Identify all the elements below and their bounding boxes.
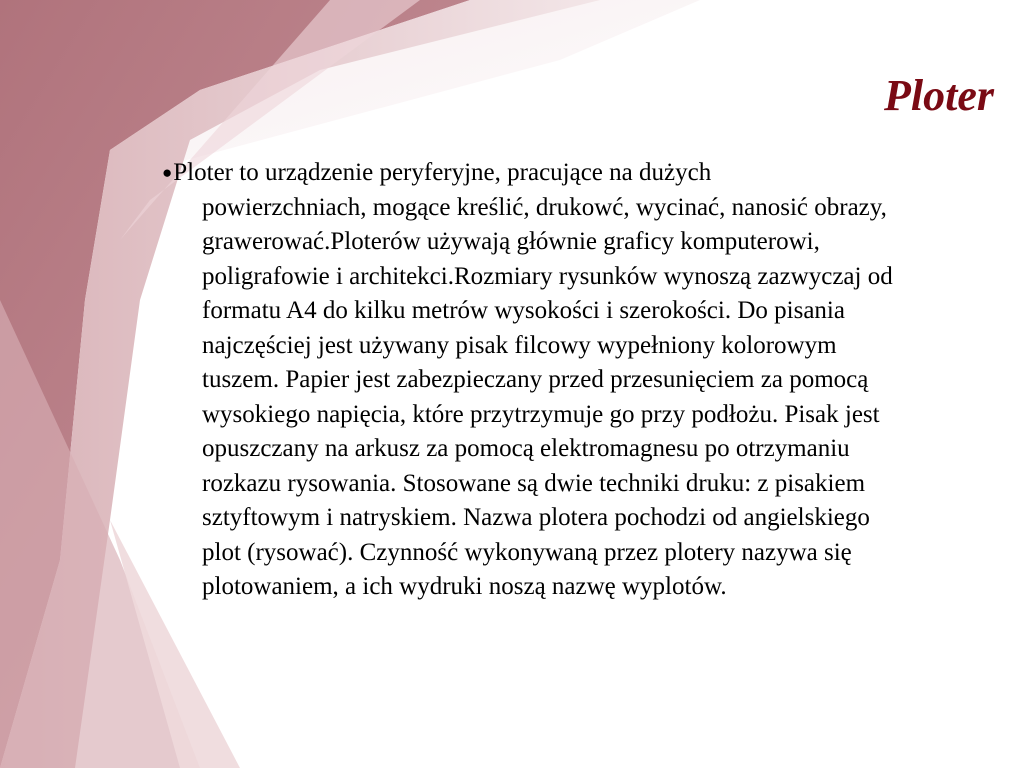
slide-body-text — [162, 156, 982, 605]
bullet-icon: ● — [162, 163, 173, 182]
paragraph-line: wysokiego napięcia, które przytrzymuje go przy podłożu. Pisak jest — [202, 400, 880, 428]
paragraph-line: plotowaniem, a ich wydruki noszą nazwę wyplotów. — [202, 573, 727, 600]
paragraph-line: plot (rysować). Czynność wykonywaną przez plotery nazywa się — [202, 538, 852, 566]
paragraph-line: najczęściej jest używany pisak filcowy wypełniony kolorowym — [202, 331, 837, 359]
paragraph-line: poligrafowie i architekci.Rozmiary rysunków wynoszą zazwyczaj od — [202, 262, 893, 290]
slide-title: Ploter — [884, 71, 994, 120]
paragraph-line: grawerować.Ploterów używają głównie graficy komputerowi, — [202, 228, 820, 255]
paragraph-line: rozkazu rysowania. Stosowane są dwie techniki druku: z pisakiem — [202, 469, 866, 497]
paragraph-line: tuszem. Papier jest zabezpieczany przed przesunięciem za pomocą — [202, 366, 869, 393]
paragraph-line: formatu A4 do kilku metrów wysokości i szerokości. Do pisania — [202, 297, 845, 324]
paragraph-line: powierzchniach, mogące kreślić, drukowć, wycinać, nanosić obrazy, — [202, 193, 887, 221]
paragraph-line: sztyftowym i natryskiem. Nazwa plotera pochodzi od angielskiego — [202, 504, 870, 531]
paragraph-line: ●Ploter to urządzenie peryferyjne, pracujące na dużych — [162, 159, 712, 186]
paragraph-line: opuszczany na arkusz za pomocą elektromagnesu po otrzymaniu — [202, 435, 850, 462]
